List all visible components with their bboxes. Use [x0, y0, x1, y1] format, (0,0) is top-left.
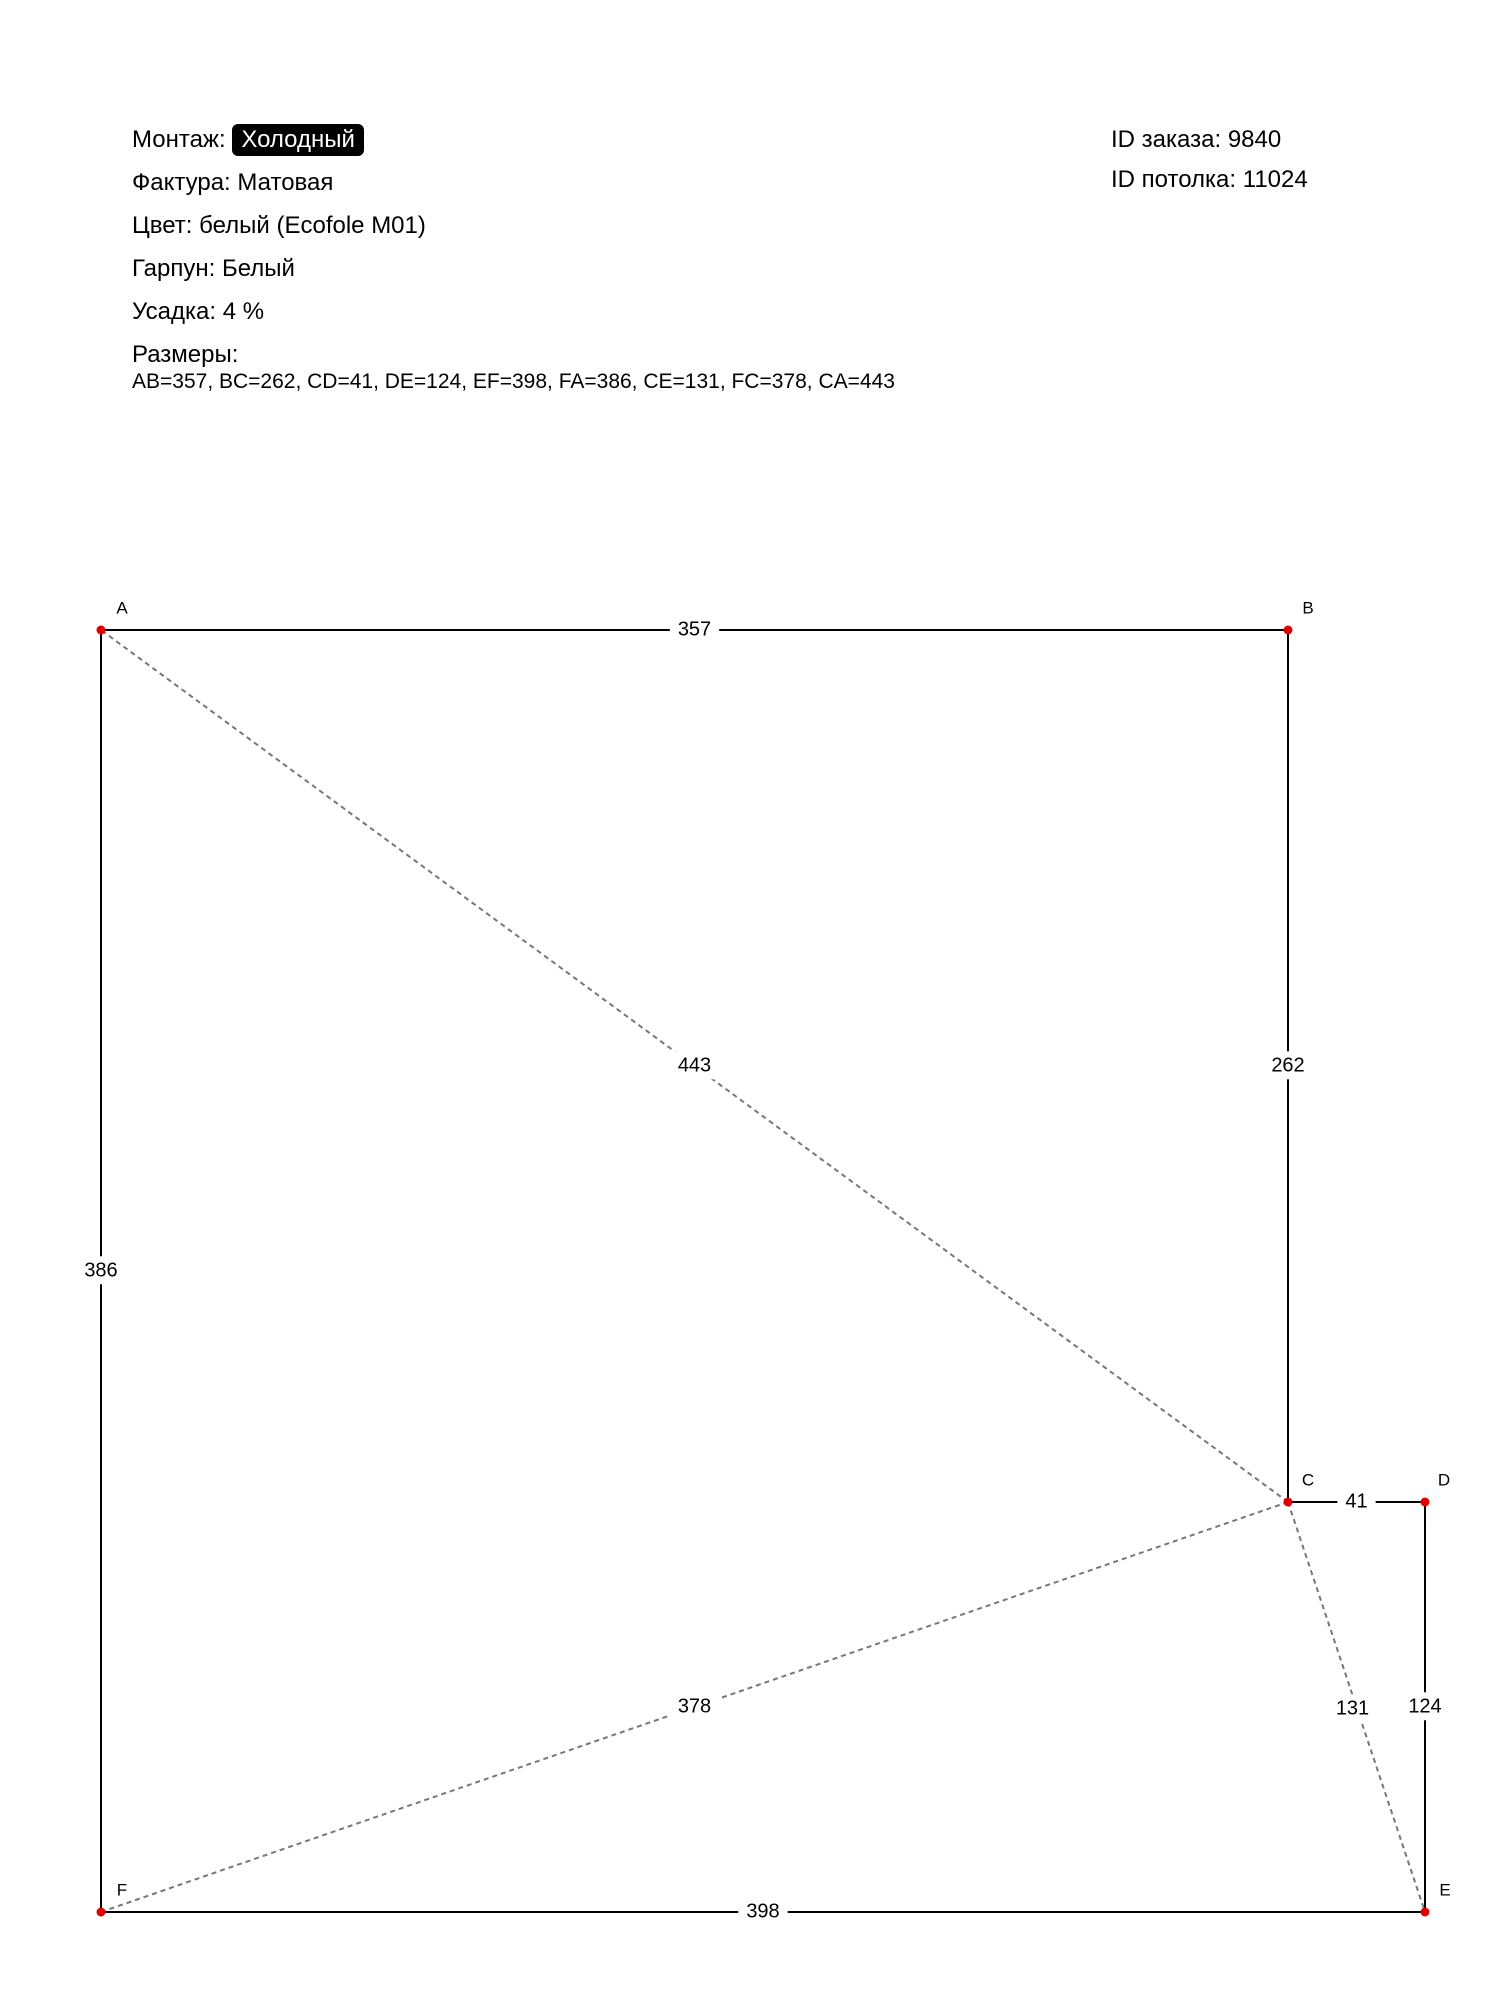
vertex-f — [97, 1908, 106, 1917]
order-id-label: ID заказа: — [1111, 126, 1222, 153]
vertex-label-b: B — [1302, 598, 1314, 618]
shrinkage-label: Усадка: — [132, 298, 217, 325]
diagonal-label-ce: 131 — [1335, 1697, 1370, 1720]
side-label-ab: 357 — [677, 618, 712, 641]
side-label-cd: 41 — [1345, 1490, 1368, 1513]
texture-label: Фактура: — [132, 169, 231, 196]
vertex-d — [1421, 1498, 1430, 1507]
order-id-value: 9840 — [1227, 126, 1282, 153]
side-label-de: 124 — [1408, 1695, 1442, 1718]
vertex-label-a: A — [116, 598, 128, 618]
vertex-label-d: D — [1437, 1470, 1451, 1490]
diagonal-label-fc: 378 — [677, 1695, 712, 1718]
texture-value: Матовая — [237, 169, 334, 196]
harpoon-value: Белый — [221, 255, 295, 282]
color-value: белый (Ecofole M01) — [199, 212, 426, 239]
mount-label: Монтаж: — [132, 126, 226, 153]
vertex-label-f: F — [116, 1880, 128, 1900]
vertex-b — [1284, 626, 1293, 635]
vertex-label-e: E — [1439, 1880, 1451, 1900]
sizes-value: AB=357, BC=262, CD=41, DE=124, EF=398, FA=386, CE=131, FC=378, CA=443 — [132, 370, 895, 393]
ceiling-id-label: ID потолка: — [1111, 166, 1237, 193]
side-label-bc: 262 — [1271, 1054, 1305, 1077]
ceiling-id-value: 11024 — [1242, 166, 1308, 193]
vertex-label-c: C — [1301, 1470, 1315, 1490]
diagonal-label-ca: 443 — [677, 1054, 712, 1077]
mount-badge: Холодный — [232, 124, 364, 156]
shrinkage-value: 4 % — [222, 298, 265, 325]
vertex-a — [97, 626, 106, 635]
side-label-fa: 386 — [84, 1259, 118, 1282]
harpoon-label: Гарпун: — [132, 255, 216, 282]
color-label: Цвет: — [132, 212, 193, 239]
sizes-label: Размеры: — [132, 341, 239, 368]
vertex-e — [1421, 1908, 1430, 1917]
side-label-ef: 398 — [746, 1900, 780, 1923]
vertex-c — [1284, 1498, 1293, 1507]
